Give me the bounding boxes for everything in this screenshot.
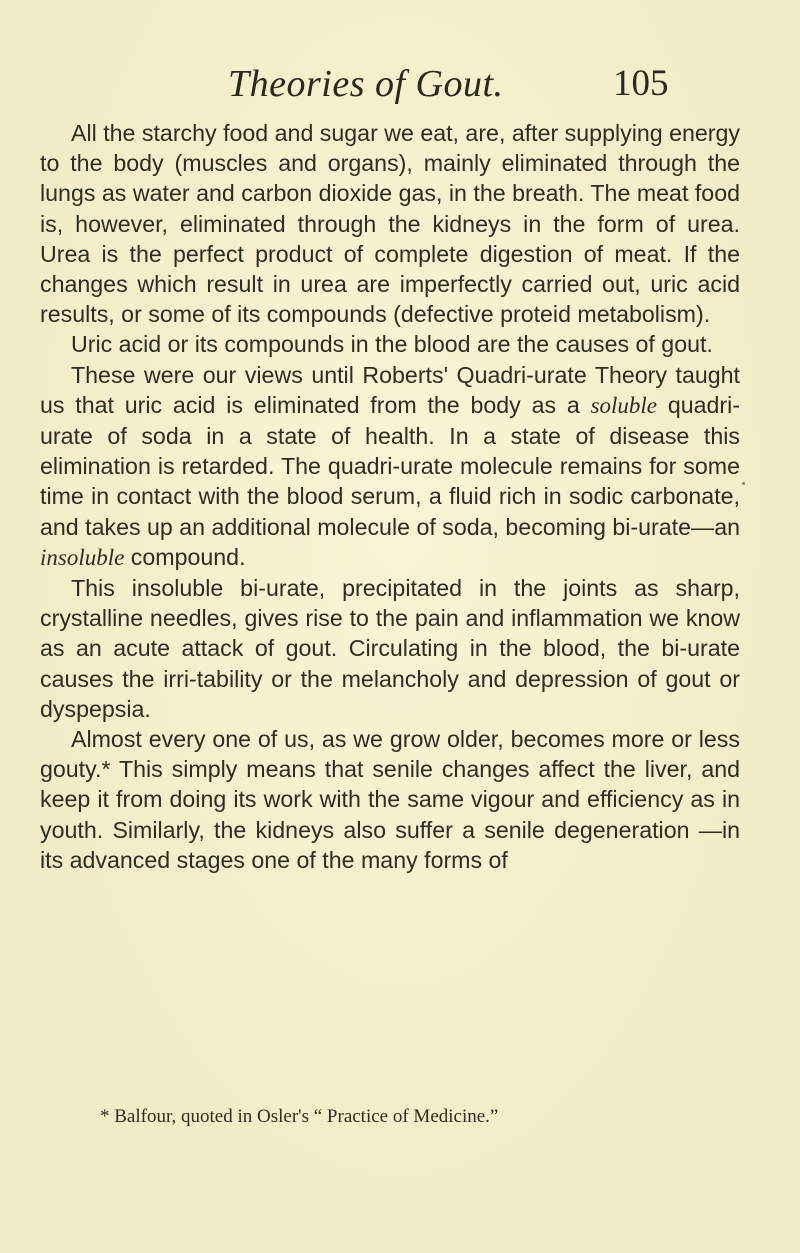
text-run: Almost every one of us, as we grow older, becomes more or less gouty.* This simply means that senile changes affect the liver, and keep it from doing its work with the same vigour and efficiency as in youth. Similarly, the kidneys also suffer a senile degeneration —in its advanced stages one of the many forms of (40, 726, 740, 873)
text-run: All the starchy food and sugar we eat, are, after supplying energy to the body (muscles and organs), mainly eliminated through the lungs as water and carbon dioxide gas, in the breath. The meat food is, however, eliminated through the kidneys in the form of urea. Urea is the perfect product of complete digestion of meat. If the changes which result in urea are imperfectly carried out, uric acid results, or some of its compounds (defective proteid metabolism). (40, 120, 740, 328)
page-number: 105 (613, 63, 669, 104)
text-run: This insoluble bi-urate, precipitated in the joints as sharp, crystalline needles, gives rise to the pain and inflammation we know as an acute attack of gout. Circulating in the blood, the bi-urate causes the irri-tability or the melancholy and depression of gout or dyspepsia. (40, 575, 740, 722)
paragraph (40, 573, 740, 724)
page-header (0, 62, 800, 112)
paper-speck (742, 482, 745, 485)
paragraph (40, 360, 740, 573)
footnote: * Balfour, quoted in Osler's “ Practice of Medicine.” (100, 1106, 499, 1127)
text-run: Uric acid or its compounds in the blood are the causes of gout. (71, 331, 713, 358)
body-text (40, 118, 740, 875)
italic-term: insoluble (40, 544, 125, 570)
text-run: quadri-urate of soda in a state of health. In a state of disease this elimination is retarded. The quadri-urate molecule remains for some time in contact with the blood serum, a fluid rich in sodic carbonate, and takes up an additional molecule of soda, becoming bi-urate—an (40, 391, 740, 540)
italic-term: soluble (590, 392, 658, 418)
text-run: compound. (124, 543, 246, 570)
running-title: Theories of Gout. (228, 63, 504, 105)
paragraph (40, 724, 740, 875)
text-run: These were our views until Roberts' Quadri-urate Theory taught us that uric acid is eliminated from the body as a (40, 361, 740, 418)
paragraph (40, 329, 740, 359)
paragraph (40, 118, 740, 329)
